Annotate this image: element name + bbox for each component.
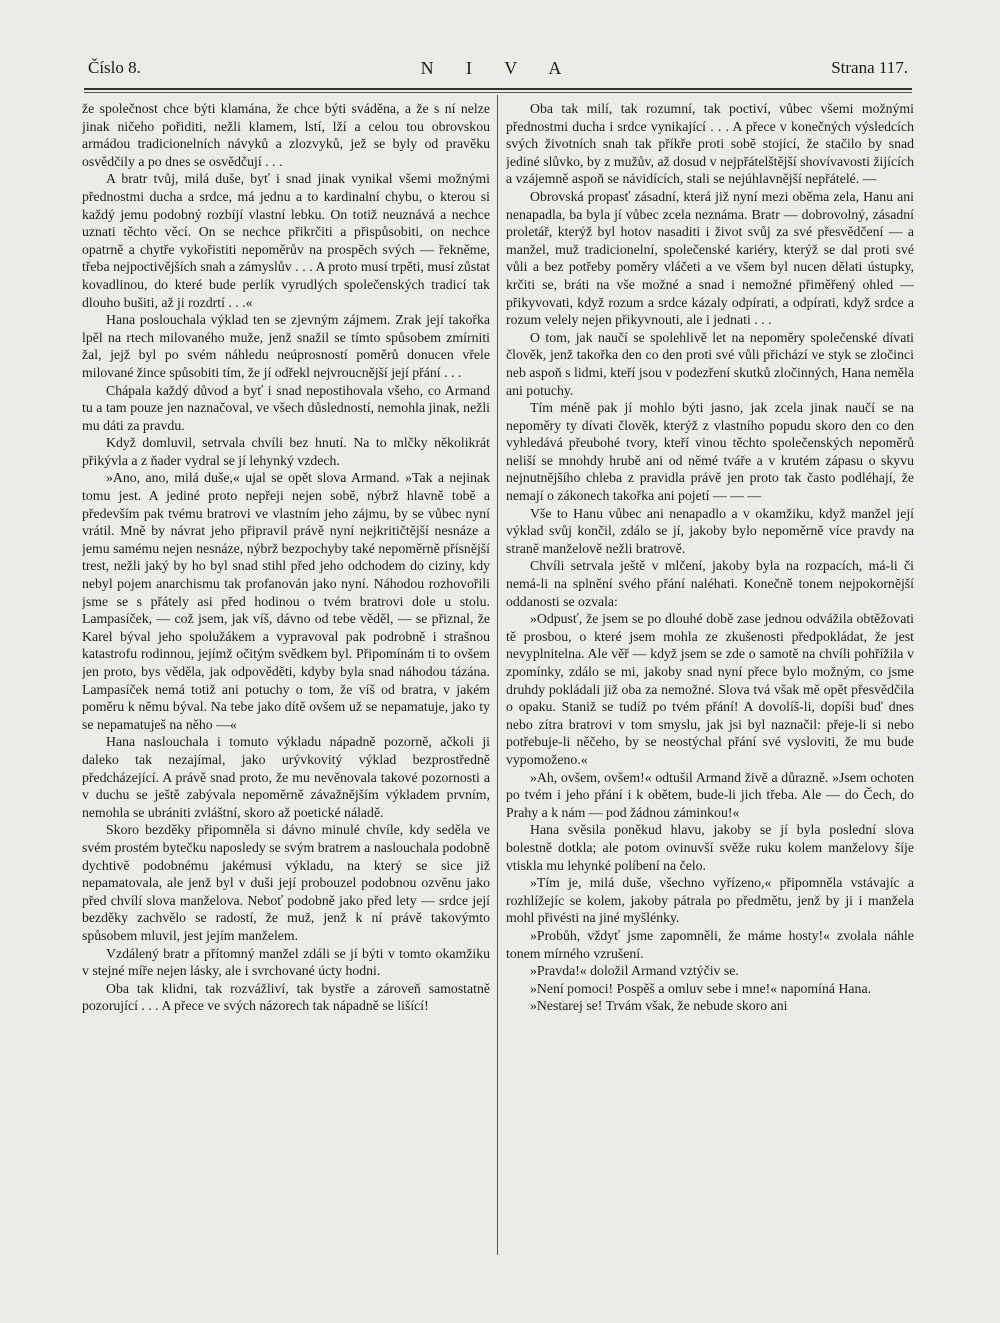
paragraph: »Ah, ovšem, ovšem!« odtušil Armand živě a důrazně. »Jsem ochoten po tvém i jeho přání i k obětem, bude-li jich třeba. Ale — do Čech, do Prahy a k nám — pod žádnou záminkou!« [506,769,914,820]
right-column [506,100,914,1258]
issue-number: Číslo 8. [88,58,141,77]
paragraph: Oba tak milí, tak rozumní, tak poctiví, vůbec všemi možnými přednostmi ducha i srdce vynikající . . . A přece v konečných výsledcích svých životních snah tak příkře proti sobě stojící, že stačilo by snad jediné slůvko, by z mužův, až dosud v nejpřátelštější shovívavosti žijících a vzájemně aspoň se návidících, stali se nejúhlavnější nepřátelé. — [506,101,914,187]
masthead-title: N I V A [420,58,576,78]
header-rule-thin [84,92,912,93]
column-divider [497,95,498,1255]
paragraph: Oba tak klidni, tak rozvážliví, tak bystře a zároveň samostatně pozorující . . . A přece ve svých názorech tak nápadně se lišící! [82,980,490,1014]
paragraph: »Ano, ano, milá duše,« ujal se opět slova Armand. »Tak a nejinak tomu jest. A jediné proto nepřeji nejen sobě, nýbrž hlavně tobě a především pak tvému bratrovi ve vlastním jeho zájmu, by se vůbec nyní vrátil. Mně by návrat jeho připravil právě nyní nejkritičtější nesnáze a jemu samému nejen nesnáze, nýbrž bezpochyby také nepoměrně přísnější trest, nežli jaký by ho byl snad stihl před jeho odchodem do ciziny, kdy nebyl pojem anarchismu tak profanován jako nyní. Náhodou rozhovořili jsme se s přátely asi před hodinou o tvém bratrovi dole u stolu. Lampasíček, — což jsem, jak víš, dávno od tebe věděl, — se přiznal, že Karel býval jeho spolužákem a vypravoval pak podrobně i strašnou katastrofu rodinnou, jejímž očitým svědkem byl. Připomínám ti to ovšem jen proto, bys věděla, jak odpověděti, kdyby byla snad náhodou tázána. Lampasíček nemá totiž ani potuchy o tom, že víš od bratra, v jakém poměru k němu býval. Na tebe jako dítě ovšem už se nepamatuje, jako ty se nepamatuješ na něho —« [82,470,490,732]
paragraph: A bratr tvůj, milá duše, byť i snad jinak vynikal všemi možnými přednostmi ducha a srdce, má jednu a to kardinalní chybu, o kterou si každý jemu podobný rozbíjí vlastní lebku. On totiž neuznává a nechce uznati těchto věcí. On se nechce přikrčiti a přispůsobiti, on nechce opatrně a chytře vykořistiti nepoměrův na prospěch svých — řekněme, třeba nejpoctivějších snah a zámyslův . . . A proto musí trpěti, musí zůstat kovadlinou, do které bude perlík vyrudlých společenských tradicí tak dlouho bušiti, až ji rozdrtí . . .« [82,171,490,310]
paragraph: »Probůh, vždyť jsme zapomněli, že máme hosty!« zvolala náhle tonem mírného vzrušení. [506,927,914,961]
page-header [88,58,908,90]
paragraph: »Odpusť, že jsem se po dlouhé době zase jednou odvážila obtěžovati tě prosbou, o které jsem mohla ze zkušenosti předpokládat, že jest nevyplnitelna. Ale věř — když jsem se zde o samotě na chvíli pohřížila v zpomínky, zdálo se mi, jakoby snad nyní přece bylo možným, co jsme druhdy pokládali již oba za nemožné. Slova tvá však mě opět přesvědčila o opaku. Staniž se tudíž po tvém přání! A dovolíš-li, dopíši buď dnes nebo zítra bratrovi v tom smyslu, jak jsi byl naznačil: přeje-li si nebo potřebuje-li něčeho, by se neostýchal přání své vysloviti, že mu bude vypomoženo.« [506,611,914,767]
header-rule [84,88,912,90]
paragraph: »Pravda!« doložil Armand vztýčiv se. [530,963,739,979]
paragraph: že společnost chce býti klamána, že chce býti sváděna, a že s ní nelze jinak ničeho pořiditi, nežli klamem, lstí, lží a celou tou obrovskou armádou tradicionelních návyků a zlozvyků, jež se byly od pravěku osvědčily a po dnes se osvědčují . . . [82,101,490,169]
paragraph: Chvíli setrvala ještě v mlčení, jakoby byla na rozpacích, má-li či nemá-li na splnění svého přání naléhati. Konečně tonem nejpokornější oddanosti se ozvala: [506,558,914,609]
paragraph: Chápala každý důvod a byť i snad nepostihovala všeho, co Armand tu a tam pouze jen naznačoval, ve všech důsledností, nemohla jinak, nežli mu dáti za pravdu. [82,382,490,433]
paragraph: Vše to Hanu vůbec ani nenapadlo a v okamžiku, když manžel její výklad svůj končil, zdálo se jí, jakoby bylo nepoměrně více pravdy na straně manželově nežli bratrově. [506,505,914,556]
paragraph: Tím méně pak jí mohlo býti jasno, jak zcela jinak naučí se na nepoměry ty dívati člověk, kterýž z vlastního popudu skoro den co den vyhledává přeubohé tvory, kteří vinou těchto společenských nepoměrů neliší se mnohdy hrubě ani od němé tváře a v krutém zápasu o skyvu nejnutnějšího chleba z pravidla právě jen proto tak často podléhají, že nemají o zákonech takořka ani pojetí — — — [506,400,914,504]
left-column [82,100,490,1258]
paragraph: Vzdálený bratr a přítomný manžel zdáli se jí býti v tomto okamžiku v stejné míře nejen lásky, ale i svrchované úcty hodni. [82,945,490,979]
paragraph: »Není pomoci! Pospěš a omluv sebe i mne!« napomíná Hana. [530,980,872,996]
paragraph: O tom, jak naučí se spolehlivě let na nepoměry společenské dívati člověk, jenž takořka den co den proti své vůli přichází ve styk se zločinci neb aspoň s lidmi, kteří jsou v podezření skutků zločinných, Hana neměla ani potuchy. [506,329,914,398]
paragraph: Skoro bezděky připomněla si dávno minulé chvíle, kdy seděla ve svém prostém bytečku naposledy se svým bratrem a naslouchala podobně dychtivě podobnému jakémusi výkladu, na který se sice již nepamatovala, ale jenž byl v duši její probouzel podobnou ozvěnu jako před chvílí slova manželova. Neboť podobně jako před lety — srdce její bezděky zachvělo se radostí, že muž, jenž k ní právě takovýmto spůsobem mluvil, jest jejím manželem. [82,822,490,943]
paragraph: Hana naslouchala i tomuto výkladu nápadně pozorně, ačkoli ji daleko tak nezajímal, jako urývkovitý výklad bezprostředně předcházející. A právě snad proto, že mu nevěnovala takové pozornosti a v duchu se ještě zabývala nepoměrně závažnějším výkladem prvním, nemohla se ubrániti zvláštní, skoro až poetické náladě. [82,734,490,820]
paragraph: Hana poslouchala výklad ten se zjevným zájmem. Zrak její takořka lpěl na rtech milovaného muže, jenž snažil se tímto spůsobem zmírniti žal, jejž byl po svém náhledu neúprosností poměrů donucen vřele milované žince spůsobiti tím, že jí odřekl nejvroucnější její přání . . . [82,312,490,380]
page-number: Strana 117. [831,58,908,77]
paragraph: Když domluvil, setrvala chvíli bez hnutí. Na to mlčky několikrát přikývla a z ňader vydral se jí lehynký vzdech. [82,435,490,468]
paragraph: Obrovská propasť zásadní, která již nyní mezi oběma zela, Hanu ani nenapadla, ba byla jí vůbec zcela neznáma. Bratr — dobrovolný, zásadní proletář, kterýž byl hotov nasaditi i život svůj za své přesvědčení — a manžel, muž tradicionelní, společenské kariéry, kterýž se dal proti své vůli a bez potřeby poměry vláčeti a ve všem byl nucen dělati ústupky, krčiti se, bráti na vše možné a snad i nemožné přiměřený ohled — přikyvovati, když rozum a srdce kázaly odpírati, a odpírati, když srdce a rozum velely nejen přikyvnouti, ale i jednati . . . [506,188,914,328]
paragraph: Hana svěsila poněkud hlavu, jakoby se jí byla poslední slova bolestně dotkla; ale potom ovinuvší svěže ruku kolem manželovy šíje vtiskla mu lehynké políbení na čelo. [506,822,914,873]
paragraph: »Tím je, milá duše, všechno vyřízeno,« připomněla vstávajíc a rozhlížejíc se kolem, jakoby pátrala po předmětu, jenž by ji i manžela mohl přivésti na jiné myšlénky. [506,875,914,926]
paragraph: »Nestarej se! Trvám však, že nebude skoro ani [530,998,788,1014]
